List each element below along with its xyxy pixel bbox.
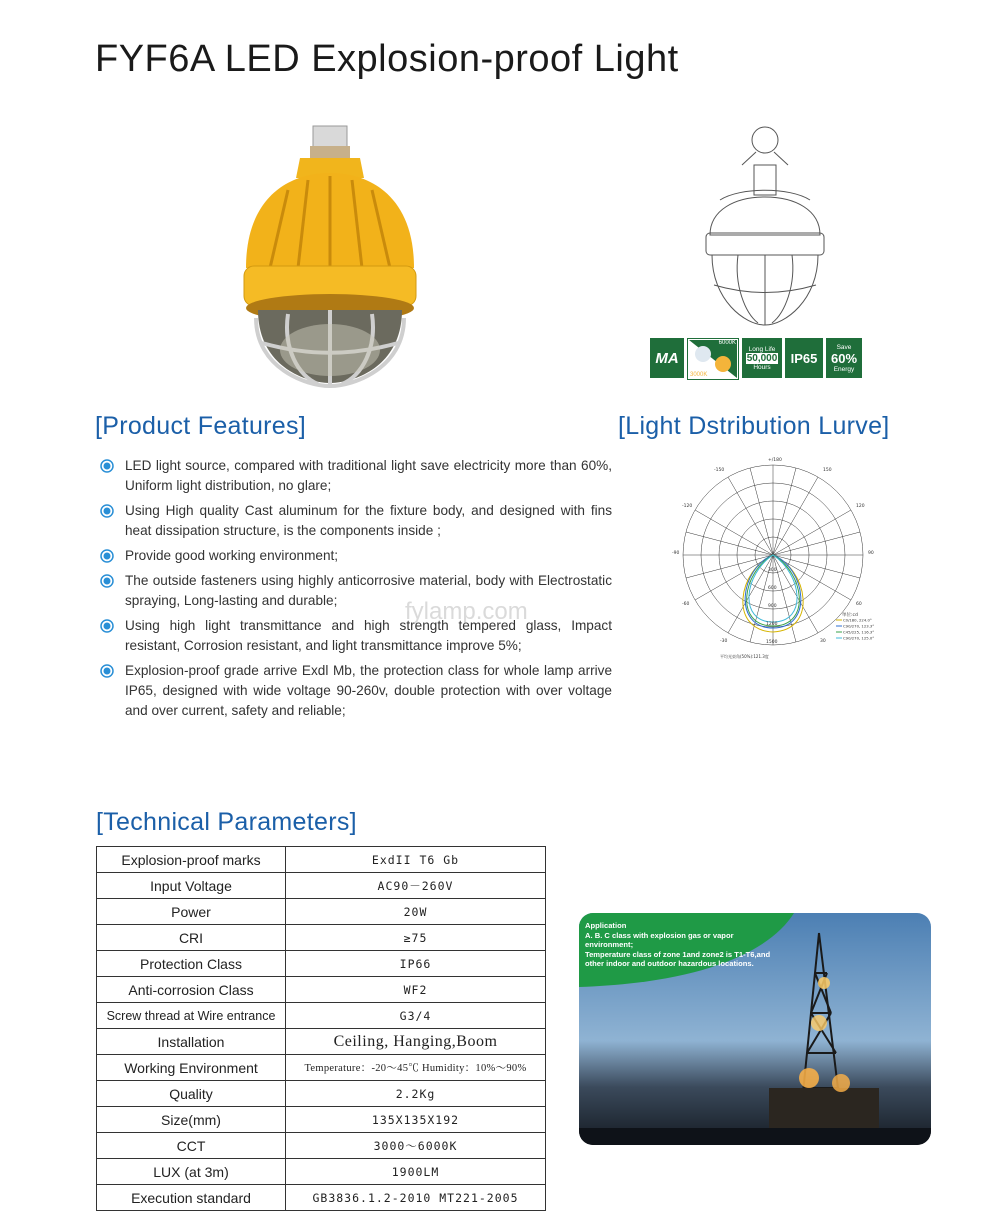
table-row bbox=[97, 873, 546, 899]
polar-angle-label: -30 bbox=[720, 639, 728, 644]
light-distribution-heading: [Light Dstribution Lurve] bbox=[618, 412, 890, 440]
param-value: Ceiling, Hanging,Boom bbox=[286, 1029, 546, 1055]
bullet-icon bbox=[100, 459, 114, 473]
param-value: 3000～6000K bbox=[286, 1133, 546, 1159]
table-row bbox=[97, 1159, 546, 1185]
ma-label: MA bbox=[655, 349, 679, 367]
table-row bbox=[97, 899, 546, 925]
feature-text: Using High quality Cast aluminum for the fixture body, and designed with fins heat dissipation structure, is the components inside ; bbox=[125, 503, 612, 538]
param-key: Working Environment bbox=[97, 1055, 286, 1081]
application-caption bbox=[585, 921, 775, 969]
polar-angle-label: 90 bbox=[868, 551, 874, 556]
application-heading: Application bbox=[585, 921, 627, 930]
param-value: ExdII T6 Gb bbox=[286, 847, 546, 873]
application-line: Temperature class of zone 1and zone2 is T1-T6,and other indoor and outdoor hazardous locations. bbox=[585, 949, 771, 968]
param-value: IP66 bbox=[286, 951, 546, 977]
param-key: Power bbox=[97, 899, 286, 925]
table-row bbox=[97, 925, 546, 951]
save-value: 60% bbox=[830, 350, 858, 366]
cct-top-label: 6000K bbox=[718, 340, 736, 346]
feature-text: Explosion-proof grade arrive Exdl Mb, the protection class for whole lamp arrive IP65, designed with wide voltage 90-260v, double protection with over voltage and over current, safety and reliable; bbox=[125, 663, 612, 718]
param-key: Screw thread at Wire entrance bbox=[97, 1003, 286, 1029]
watermark: fylamp.com bbox=[405, 598, 528, 625]
param-value: 2.2Kg bbox=[286, 1081, 546, 1107]
technical-parameters-table bbox=[96, 846, 546, 1211]
param-key: Anti-corrosion Class bbox=[97, 977, 286, 1003]
polar-angle-label: -60 bbox=[682, 602, 690, 607]
save-unit: Energy bbox=[833, 365, 855, 373]
bullet-icon bbox=[100, 574, 114, 588]
table-row bbox=[97, 1081, 546, 1107]
life-unit: Hours bbox=[753, 363, 771, 371]
polar-legend-item: C45/225, 116.3° bbox=[843, 629, 875, 635]
list-item bbox=[100, 571, 612, 611]
polar-radial-label: 900 bbox=[768, 604, 777, 609]
ip-label: IP65 bbox=[790, 350, 818, 366]
list-item bbox=[100, 546, 612, 566]
polar-footer: 平均光束角(50%):121.3度 bbox=[720, 654, 769, 659]
polar-radial-label: 600 bbox=[768, 586, 777, 591]
param-value: GB3836.1.2-2010 MT221-2005 bbox=[286, 1185, 546, 1211]
polar-radial-label: 1500 bbox=[766, 640, 778, 645]
polar-top-label: +/180 bbox=[768, 458, 782, 463]
polar-angle-label: 120 bbox=[856, 504, 865, 509]
param-value: 20W bbox=[286, 899, 546, 925]
lamp-line-drawing bbox=[700, 125, 830, 335]
polar-legend-item: C90/270, 123.3° bbox=[843, 623, 875, 629]
feature-text: The outside fasteners using highly anticorrosive material, body with Electrostatic spraying, Long-lasting and durable; bbox=[125, 573, 612, 608]
list-item bbox=[100, 456, 612, 496]
feature-text: LED light source, compared with traditional light save electricity more than 60%, Uniform light distribution, no glare; bbox=[125, 458, 612, 493]
list-item bbox=[100, 616, 612, 656]
polar-angle-label: -90 bbox=[672, 551, 680, 556]
table-row bbox=[97, 977, 546, 1003]
polar-legend-title: 单位:cd bbox=[842, 613, 858, 618]
bullet-icon bbox=[100, 549, 114, 563]
polar-radial-label: 1200 bbox=[766, 622, 778, 627]
application-line: A. B. C class with explosion gas or vapor environment; bbox=[585, 930, 734, 949]
polar-angle-label: -120 bbox=[682, 504, 693, 509]
list-item bbox=[100, 501, 612, 541]
page-title: FYF6A LED Explosion-proof Light bbox=[95, 38, 679, 80]
list-item bbox=[100, 661, 612, 721]
param-key: Execution standard bbox=[97, 1185, 286, 1211]
product-features-heading: [Product Features] bbox=[95, 412, 307, 440]
life-label: Long Life bbox=[748, 345, 776, 353]
save-label: Save bbox=[836, 343, 852, 351]
features-list bbox=[100, 456, 612, 726]
polar-radial-label: 300 bbox=[768, 568, 777, 573]
table-row bbox=[97, 1133, 546, 1159]
param-key: Protection Class bbox=[97, 951, 286, 977]
param-key: LUX (at 3m) bbox=[97, 1159, 286, 1185]
param-key: Installation bbox=[97, 1029, 286, 1055]
param-key: Explosion-proof marks bbox=[97, 847, 286, 873]
feature-text: Using high light transmittance and high strength tempered glass, Impact resistant, Corrosion resistant, and light transmittance improve 5%; bbox=[125, 618, 612, 653]
cct-badge bbox=[687, 338, 739, 380]
table-row bbox=[97, 1055, 546, 1081]
bullet-icon bbox=[100, 619, 114, 633]
lamp-product-photo bbox=[228, 118, 433, 393]
table-row bbox=[97, 1185, 546, 1211]
param-value: WF2 bbox=[286, 977, 546, 1003]
param-key: Size(mm) bbox=[97, 1107, 286, 1133]
polar-angle-label: 150 bbox=[823, 468, 832, 473]
polar-legend-item: C90/270, 125.0° bbox=[843, 635, 875, 641]
table-row bbox=[97, 1107, 546, 1133]
param-key: CCT bbox=[97, 1133, 286, 1159]
life-value: 50,000 bbox=[746, 352, 778, 364]
feature-text: Provide good working environment; bbox=[125, 548, 339, 563]
save-energy-badge bbox=[826, 338, 862, 378]
table-row bbox=[97, 951, 546, 977]
table-row bbox=[97, 847, 546, 873]
param-value: 135X135X192 bbox=[286, 1107, 546, 1133]
param-key: Input Voltage bbox=[97, 873, 286, 899]
table-row bbox=[97, 1029, 546, 1055]
ip65-badge bbox=[785, 338, 823, 378]
param-key: CRI bbox=[97, 925, 286, 951]
polar-angle-label: 60 bbox=[856, 602, 862, 607]
cct-bottom-label: 3000K bbox=[690, 372, 708, 378]
param-value: G3/4 bbox=[286, 1003, 546, 1029]
technical-parameters-heading: [Technical Parameters] bbox=[96, 808, 357, 836]
polar-angle-label: -150 bbox=[714, 468, 725, 473]
light-distribution-polar-chart bbox=[668, 450, 890, 665]
table-row bbox=[97, 1003, 546, 1029]
polar-legend-item: C0/180, 224.0° bbox=[843, 617, 872, 623]
param-value: 1900LM bbox=[286, 1159, 546, 1185]
bullet-icon bbox=[100, 504, 114, 518]
ma-badge bbox=[650, 338, 684, 378]
polar-angle-label: 30 bbox=[820, 639, 826, 644]
param-key: Quality bbox=[97, 1081, 286, 1107]
certification-badges bbox=[650, 338, 862, 378]
long-life-badge bbox=[742, 338, 782, 378]
param-value: Temperature：-20～45℃ Humidity：10%～90% bbox=[286, 1055, 546, 1081]
param-value: ≥75 bbox=[286, 925, 546, 951]
param-value: AC90－260V bbox=[286, 873, 546, 899]
bullet-icon bbox=[100, 664, 114, 678]
